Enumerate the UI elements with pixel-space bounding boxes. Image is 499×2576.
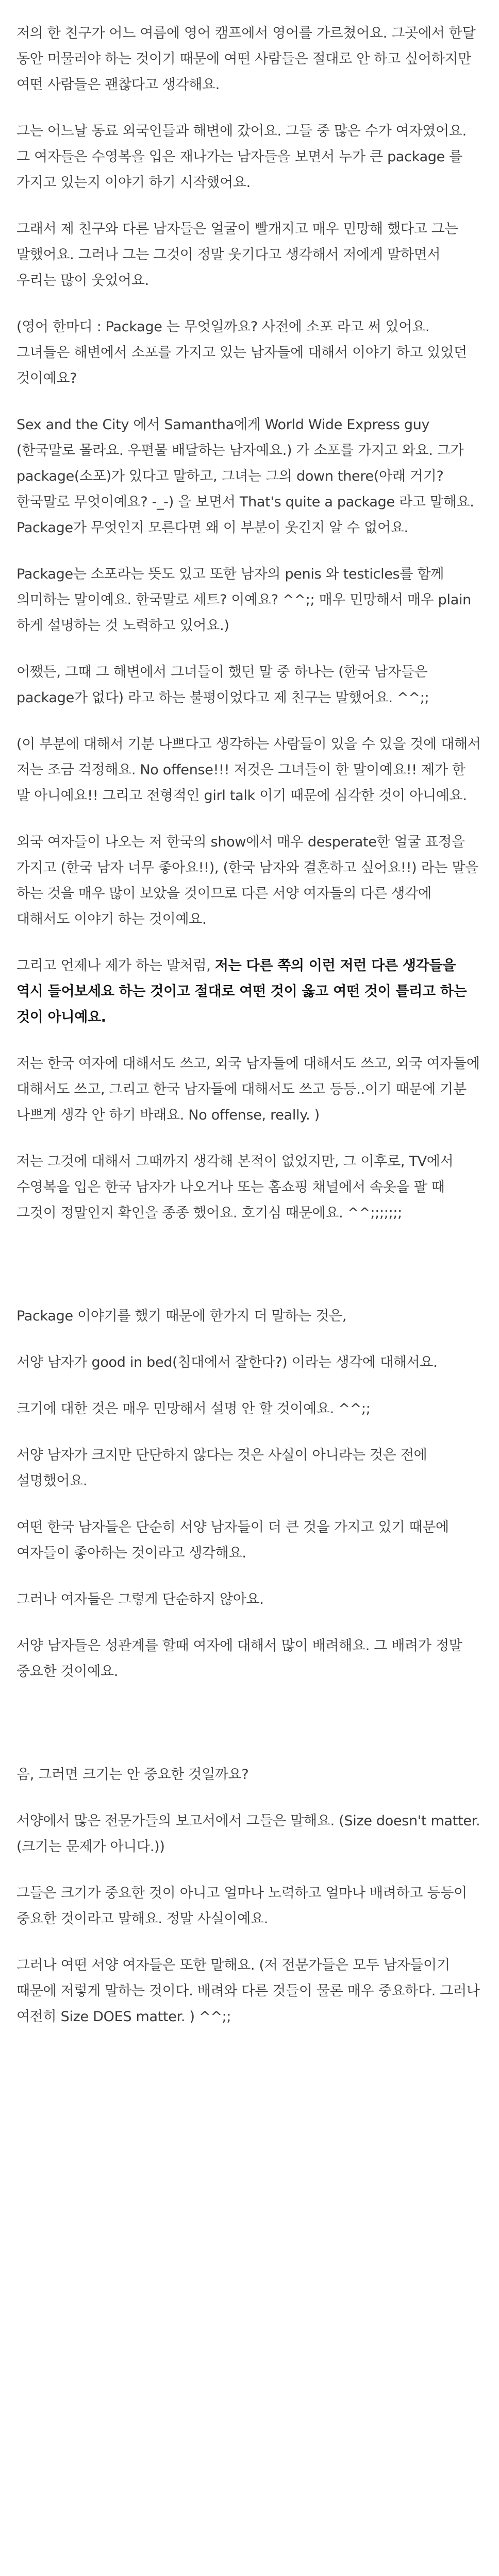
emphasis-text: 저는 다른 쪽의 이런 저런 다른 생각들을 역시 들어보세요 하는 것이고 절대로 여떤 것이 옳고 여떤 것이 틀리고 하는 것이 아니예요. [16,958,467,1025]
paragraph: 그러나 여떤 서양 여자들은 또한 말해요. (저 전문가들은 모두 남자들이기 때문에 저렇게 말하는 것이다. 배려와 다른 것들이 물론 매우 중요하다. 그러나 여전히 Size DOES matter. ) ^^;; [16,1957,480,2025]
paragraph: (이 부분에 대해서 기분 나쁘다고 생각하는 사람들이 있을 수 있을 것에 대해서 저는 조금 걱정해요. No offense!!! 저것은 그녀들이 한 말이예요!! 제가 한 말 아니예요!! 그리고 전형적인 girl talk 이기 때문에 심각한 것이 아니예요. [16,736,481,804]
paragraph: 음, 그러면 크기는 안 중요한 것일까요? [16,1767,249,1783]
paragraph: 여떤 한국 남자들은 단순히 서양 남자들이 더 큰 것을 가지고 있기 때문에 여자들이 좋아하는 것이라고 생각해요. [16,1519,449,1561]
paragraph: Package는 소포라는 뜻도 있고 또한 남자의 penis 와 testicles를 함께 의미하는 말이예요. 한국말로 세트? 이예요? ^^;; 매우 민망해서 매우 plain 하게 설명하는 것 노력하고 있어요.) [16,566,471,634]
paragraph: 서양에서 많은 전문가들의 보고서에서 그들은 말해요. (Size doesn't matter. (크기는 문제가 아니다.)) [16,1813,480,1855]
paragraph: 저의 한 친구가 어느 여름에 영어 캠프에서 영어를 가르쳤어요. 그곳에서 한달 동안 머물러야 하는 것이기 때문에 여떤 사람들은 절대로 안 하고 싶어하지만 여떤 사람들은 괜찮다고 생각해요. [16,25,476,93]
paragraph: 서양 남자들은 성관계를 할때 여자에 대해서 많이 배려해요. 그 배려가 정말 중요한 것이예요. [16,1638,462,1680]
paragraph: 서양 남자가 크지만 단단하지 않다는 것은 사실이 아니라는 것은 전에 설명했어요. [16,1447,427,1489]
paragraph: Package 이야기를 했기 때문에 한가지 더 말하는 것은, [16,1308,347,1324]
paragraph: 저는 그것에 대해서 그때까지 생각해 본적이 없었지만, 그 이후로, TV에서 수영복을 입은 한국 남자가 나오거나 또는 홈쇼핑 채널에서 속옷을 팔 때 그것이 정말인지 확인을 종종 했어요. 호기심 때문에요. ^^;;;;;;; [16,1154,454,1221]
paragraph: 크기에 대한 것은 매우 민망해서 설명 안 할 것이예요. ^^;; [16,1401,371,1417]
paragraph: 서양 남자가 good in bed(침대에서 잘한다?) 이라는 생각에 대해서요. [16,1354,438,1370]
paragraph: 그러나 여자들은 그렇게 단순하지 않아요. [16,1591,264,1607]
paragraph: 어쨌든, 그때 그 해변에서 그녀들이 했던 말 중 하나는 (한국 남자들은 package가 없다) 라고 하는 불평이었다고 제 친구는 말했어요. ^^;; [16,664,429,706]
paragraph: 그들은 크기가 중요한 것이 아니고 얼마나 노력하고 얼마나 배려하고 등등이 중요한 것이라고 말해요. 정말 사실이예요. [16,1885,467,1927]
paragraph: 저는 한국 여자에 대해서도 쓰고, 외국 남자들에 대해서도 쓰고, 외국 여자들에 대해서도 쓰고, 그리고 한국 남자들에 대해서도 쓰고 등등..이기 때문에 기분 나쁘게 생각 안 하기 바래요. No offense, really. ) [16,1056,480,1123]
paragraph: Sex and the City 에서 Samantha에게 World Wide Express guy (한국말로 몰라요. 우편물 배달하는 남자예요.) 가 소포를 가지고 와요. 그가 package(소포)가 있다고 말하고, 그녀는 그의 down there(아래 거기? 한국말로 무엇이예요? -_-) 을 보면서 That's quite a package 라고 말해요. Package가 무엇인지 모른다면 왜 이 부분이 웃긴지 알 수 없어요. [16,417,474,536]
paragraph-lead: 그리고 언제나 제가 하는 말처럼, [16,958,215,974]
paragraph: 그래서 제 친구와 다른 남자들은 얼굴이 빨개지고 매우 민망해 했다고 그는 말했어요. 그러나 그는 그것이 정말 웃기다고 생각해서 저에게 말하면서 우리는 많이 웃었어요. [16,221,458,289]
paragraph: 외국 여자들이 나오는 저 한국의 show에서 매우 desperate한 얼굴 표정을 가지고 (한국 남자 너무 좋아요!!), (한국 남자와 결혼하고 싶어요!!) 라는 말을 하는 것을 매우 많이 보았을 것이므로 다른 서양 여자들의 다른 생각에 대해서도 이야기 하는 것이예요. [16,834,479,927]
paragraph: 그는 어느날 동료 외국인들과 해변에 갔어요. 그들 중 많은 수가 여자였어요. 그 여자들은 수영복을 입은 재나가는 남자들을 보면서 누가 큰 package 를 가지고 있는지 이야기 하기 시작했어요. [16,123,467,191]
paragraph: (영어 한마디 : Package 는 무엇일까요? 사전에 소포 라고 써 있어요. 그녀들은 해변에서 소포를 가지고 있는 남자들에 대해서 이야기 하고 있었던 것이예요? [16,319,467,386]
paragraph-with-emphasis [16,953,483,1030]
